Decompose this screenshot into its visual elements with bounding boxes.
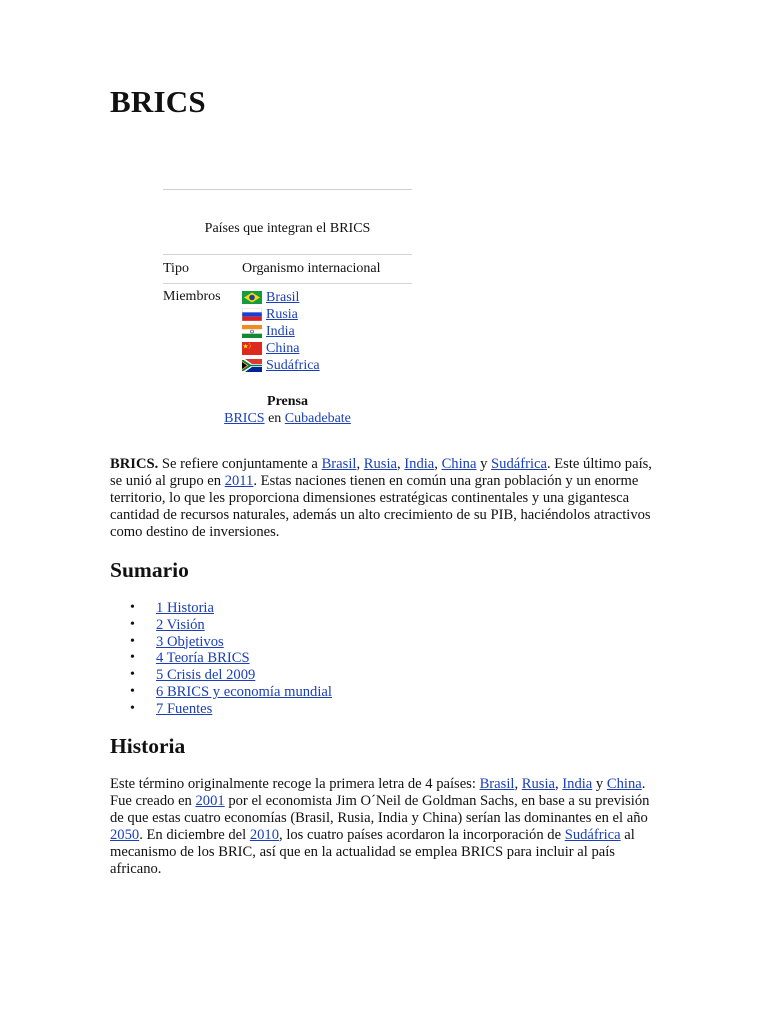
- infobox-table: [163, 254, 412, 374]
- member-brasil: [242, 289, 412, 306]
- historia-text: al mecanismo de los BRIC, así que en la actualidad se emplea BRICS para incluir al país africano.: [110, 827, 635, 877]
- toc-link-objetivos[interactable]: 3 Objetivos: [156, 633, 224, 650]
- member-link-rusia[interactable]: Rusia: [266, 307, 298, 322]
- toc-link-fuentes[interactable]: 7 Fuentes: [156, 700, 213, 717]
- historia-link-brasil[interactable]: Brasil: [479, 776, 515, 792]
- india-flag-icon: [242, 325, 262, 338]
- historia-text: ,: [554, 776, 563, 792]
- infobox-row-tipo: [163, 255, 412, 284]
- intro-link-brasil[interactable]: Brasil: [321, 456, 357, 472]
- toc-link-historia[interactable]: 1 Historia: [156, 600, 214, 616]
- historia-text: Este término originalmente recoge la primera letra de 4 países:: [110, 776, 480, 792]
- intro-link-sudafrica[interactable]: Sudáfrica: [491, 456, 547, 472]
- infobox-caption: Países que integran el BRICS: [204, 221, 371, 236]
- intro-link-rusia[interactable]: Rusia: [363, 456, 397, 472]
- member-rusia: [242, 306, 412, 323]
- prensa-heading: Prensa: [267, 394, 308, 409]
- toc-item: [110, 667, 332, 684]
- brazil-flag-icon: [242, 291, 262, 304]
- member-link-india[interactable]: India: [266, 324, 295, 339]
- historia-link-rusia[interactable]: Rusia: [521, 776, 555, 792]
- historia-text: , los cuatro países acordaron la incorporación de: [279, 827, 565, 843]
- russia-flag-icon: [242, 308, 262, 321]
- toc-link-teoria-brics[interactable]: 4 Teoría BRICS: [156, 650, 250, 667]
- intro-paragraph: [110, 456, 655, 541]
- china-flag-icon: [242, 342, 262, 355]
- prensa-link-brics[interactable]: BRICS: [224, 411, 265, 426]
- infobox-value-tipo: Organismo internacional: [242, 255, 412, 284]
- south-africa-flag-icon: [242, 359, 262, 372]
- infobox-members-list: [242, 284, 412, 375]
- intro-text: ,: [434, 456, 442, 472]
- member-india: [242, 323, 412, 340]
- toc-link-crisis-2009[interactable]: 5 Crisis del 2009: [156, 667, 256, 684]
- intro-link-china[interactable]: China: [441, 456, 477, 472]
- historia-link-2001[interactable]: 2001: [195, 793, 225, 809]
- toc-link-brics-economia[interactable]: 6 BRICS y economía mundial: [156, 683, 332, 700]
- infobox-label-tipo: Tipo: [163, 255, 242, 284]
- toc-list: [110, 600, 332, 718]
- historia-paragraph: [110, 776, 655, 878]
- member-china: [242, 340, 412, 357]
- historia-text: por el economista Jim O´Neil de Goldman Sachs, en base a su previsión de que estas cuatro economías (Brasil, Rusia, India y China) serían las dominantes en el año: [110, 793, 650, 826]
- intro-text: Se refiere conjuntamente a: [158, 456, 322, 472]
- intro-link-india[interactable]: India: [404, 456, 435, 472]
- member-link-sudafrica[interactable]: Sudáfrica: [266, 358, 320, 373]
- historia-text: . Fue creado en: [110, 776, 646, 809]
- toc-item: [110, 617, 332, 634]
- historia-text: ,: [514, 776, 522, 792]
- historia-link-sudafrica[interactable]: Sudáfrica: [564, 827, 621, 843]
- intro-text: ,: [356, 456, 364, 472]
- intro-link-2011[interactable]: 2011: [224, 473, 254, 489]
- historia-link-india[interactable]: India: [562, 776, 593, 792]
- toc-item: [110, 701, 332, 718]
- intro-section: [110, 456, 655, 541]
- toc-item: [110, 650, 332, 667]
- historia-heading: Historia: [110, 734, 186, 758]
- intro-text: . Estas naciones tienen en común una gran población y un enorme territorio, lo que les proporciona dimensiones estratégicas continentales y una gigantesca cantidad de recursos naturales, además un alto crecimiento de su PIB, haciéndolos atractivos como destino de inversiones.: [110, 473, 651, 540]
- historia-text: . En diciembre del: [139, 827, 250, 843]
- intro-text: y: [476, 456, 492, 472]
- intro-bold-term: BRICS.: [110, 456, 159, 472]
- toc-item: [110, 684, 332, 701]
- prensa-en-text: en: [268, 411, 282, 426]
- member-link-china[interactable]: China: [266, 341, 300, 356]
- toc-item: [110, 634, 332, 651]
- member-sudafrica: [242, 357, 412, 374]
- historia-text: y: [592, 776, 607, 792]
- historia-link-2050[interactable]: 2050: [110, 827, 140, 843]
- sumario-heading: Sumario: [110, 558, 189, 582]
- intro-text: ,: [396, 456, 405, 472]
- intro-text: . Este último país, se unió al grupo en: [110, 456, 652, 489]
- historia-link-china[interactable]: China: [606, 776, 642, 792]
- prensa-line: [163, 410, 412, 427]
- toc-link-vision[interactable]: 2 Visión: [156, 616, 205, 633]
- infobox: [163, 189, 412, 427]
- historia-link-2010[interactable]: 2010: [249, 827, 280, 843]
- page-title: BRICS: [110, 84, 206, 119]
- prensa-link-cubadebate[interactable]: Cubadebate: [284, 411, 351, 426]
- infobox-row-miembros: [163, 284, 412, 375]
- toc-item: [110, 600, 332, 617]
- member-link-brasil[interactable]: Brasil: [266, 290, 300, 305]
- infobox-label-miembros: Miembros: [163, 284, 242, 375]
